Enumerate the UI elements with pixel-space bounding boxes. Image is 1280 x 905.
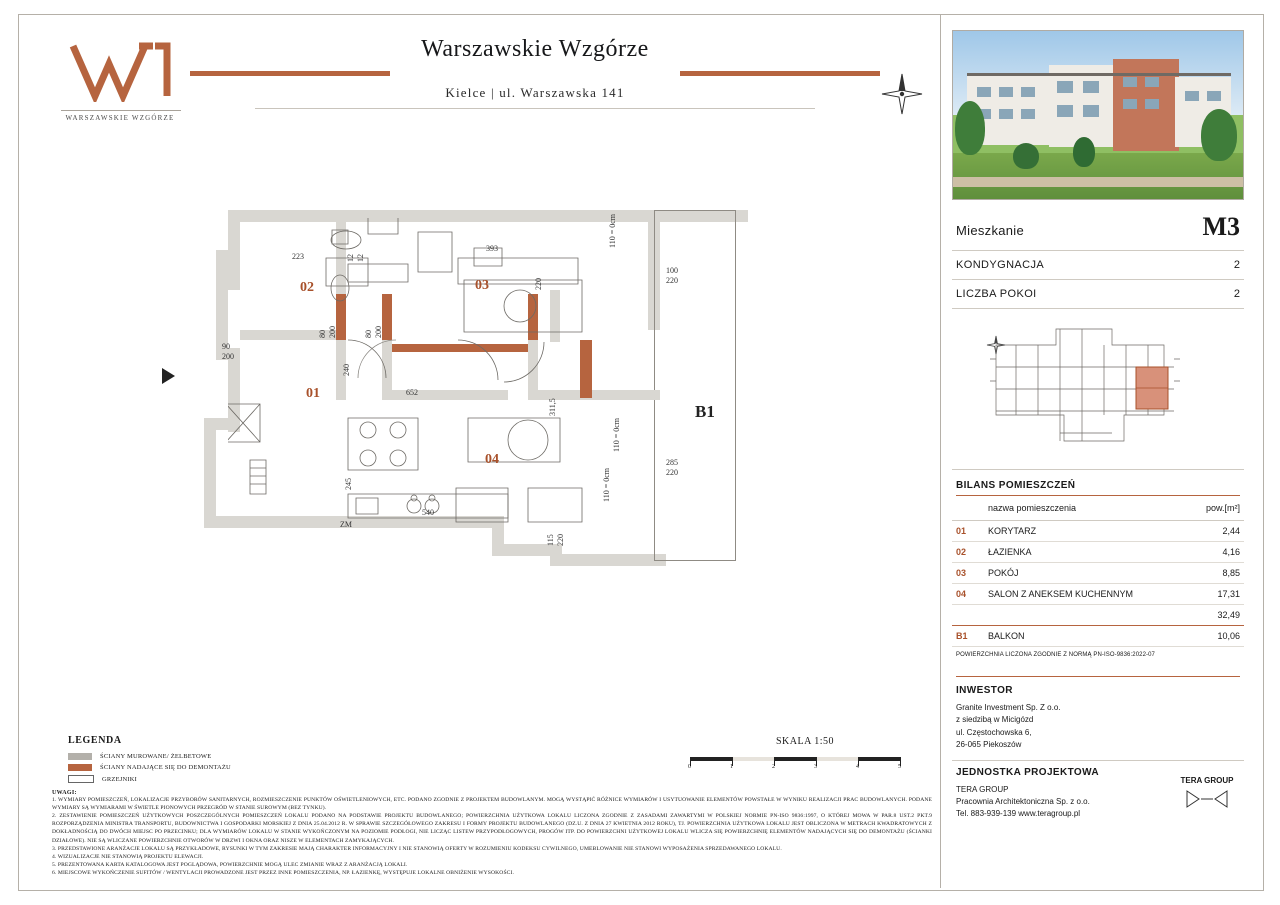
note-line: 2. ZESTAWIENIE POMIESZCZEŃ UŻYTKOWYCH POSZCZEGÓLNYCH POMIESZCZEŃ LOKALU PODANO NA PODSTAWIE PROJEKTU BUDOWLANEGO; POWIERZCHNIA UŻYTKOWA LOKALU LICZONA ZGODNIE Z ZASADAMI ZAWARTYMI W POLSKIEJ NORMIE PN-ISO 9836:1997, O KTÓREJ MOWA W PAR.8 UST.2 PKT.9 ROZPORZĄDZENIA MINISTRA TRANSPORTU, BUDOWNICTWA I GOSPODARKI MORSKIEJ Z DNIA 25.04.2012 R. W SPRAWIE SZCZEGÓŁOWEGO ZAKRESU I FORMY PROJEKTU BUDOWLANEGO (DZ.U. Z DNIA 27 KWIETNIA 2012 ROKU), TJ. POWIERZCHNIA UŻYTKOWA LOKALU JEST OBLICZONA W METRACH KWADRATOWYCH Z DOKŁADNOŚCIĄ DO DWÓCH MIEJSC PO PRZECINKU; DLA WYMIARÓW LOKALU W STANIE WYKOŃCZONYM NA POZIOMIE PODŁOGI, NIE LICZĄC LISTEW PRZYPODŁOGOWYCH, PROGÓW ITP. DO POWIERZCHNI UŻYTKOWEJ LOKALU WLICZA SIĘ POWIERZCHNIĘ ELEMENTÓW NADAJĄCYCH SIĘ DO DEMONTAŻU (ŚCIANKI DZIAŁOWE). NIE SĄ WLICZANE POWIERZCHNIE OTWORÓW W DRZWI I OKNA ORAZ NISZE W ELEMENTACH ZAMYKAJĄCYCH. xyxy=(52,813,932,844)
window xyxy=(1057,81,1073,93)
legend-item xyxy=(68,753,388,760)
entrance-arrow-icon xyxy=(162,368,175,384)
lawn xyxy=(953,153,1243,199)
investor-line: Granite Investment Sp. Z o.o. xyxy=(956,703,1061,712)
dimension: 220 xyxy=(666,276,678,285)
legend-swatch-masonry xyxy=(68,753,92,760)
balcony-label: B1 xyxy=(695,402,715,421)
legend-item xyxy=(68,775,388,783)
norm-note: POWIERZCHNIA LICZONA ZGODNIE Z NORMĄ PN-ISO-9836:2022-07 xyxy=(956,652,1155,658)
room-number-04: 04 xyxy=(485,452,499,467)
dimension: 90 xyxy=(222,342,230,351)
key-plan-icon xyxy=(986,315,1202,455)
dimension: 652 xyxy=(406,388,418,397)
legend-swatch-demolition xyxy=(68,764,92,771)
investor-line: z siedzibą w Micigózd xyxy=(956,715,1034,725)
scale-tick: 1 xyxy=(730,764,733,770)
designer-line: Pracownia Architektoniczna Sp. z o.o. xyxy=(956,796,1090,806)
dimension: 240 xyxy=(342,364,351,376)
room-name: SALON Z ANEKSEM KUCHENNYM xyxy=(984,584,1188,605)
room-id: 03 xyxy=(952,563,984,584)
room-area: 2,44 xyxy=(1188,521,1244,542)
row-liczba-pokoi xyxy=(952,280,1244,309)
room-id: B1 xyxy=(952,626,984,647)
designer-title: JEDNOSTKA PROJEKTOWA xyxy=(952,760,1244,782)
note-line: 1. WYMIARY POMIESZCZEŃ, LOKALIZACJE PRZYBORÓW SANITARNYCH, ROZMIESZCZENIE PUNKTÓW OŚWIETLENIOWYCH, ETC. PODANO ZGODNIE Z PROJEKTEM BUDOWLANYM. MOGĄ WYSTĄPIĆ RÓŻNICE WYMIARÓW I USYTUOWANIE ELEMENTÓW POWSTAŁE W WYNIKU REALIZACJI PRAC BUDOWLANYCH. PODANE WYMIARY SĄ WYMIARAMI W ŚWIETLE PIONOWYCH PRZEGRÓD W STANIE SUROWYM (BEZ TYNKU). xyxy=(52,797,932,812)
scale-label: SKALA 1:50 xyxy=(775,736,835,747)
window xyxy=(1057,105,1073,117)
row-key: KONDYGNACJA xyxy=(956,259,1045,271)
room-id: 04 xyxy=(952,584,984,605)
info-panel xyxy=(952,30,1244,825)
legend-label: GRZEJNIKI xyxy=(102,775,138,783)
legend-item xyxy=(68,764,388,771)
shrub xyxy=(1073,137,1095,167)
logo-caption: WARSZAWSKIE WZGÓRZE xyxy=(65,114,175,122)
dimension: 245 xyxy=(344,478,353,490)
apartment-label: Mieszkanie xyxy=(956,223,1025,238)
note-line: 3. PRZEDSTAWIONE ARANŻACJE LOKALU SĄ PRZYKŁADOWE, RYSUNKI W TYM ZAKRESIE MAJĄ CHARAKTER INFORMACYJNY I NIE STANOWIĄ OFERTY W ROZUMIENIU KODEKSU CYWILNEGO, UMEBLOWANIE NIE STANOWI WYPOSAŻENIA SPRZEDAWANEGO LOKALU. xyxy=(52,845,782,852)
dimension: 80 xyxy=(364,330,373,338)
note-line: 4. WIZUALIZACJE NIE STANOWIĄ PROJEKTU ELEWACJI. xyxy=(52,853,204,860)
room-name: BALKON xyxy=(984,626,1188,647)
row-value: 2 xyxy=(1233,259,1240,271)
table-row-balcony xyxy=(952,626,1244,647)
logo-w-icon xyxy=(69,42,173,102)
dimension: 200 xyxy=(374,326,383,338)
note-line: 5. PREZENTOWANA KARTA KATALOGOWA JEST POGLĄDOWA, POWIERZCHNIE MOGĄ ULEC ZMIANIE WRAZ Z ARANŻACJĄ LOKALI. xyxy=(52,861,408,868)
room-number-01: 01 xyxy=(306,386,320,401)
investor-details xyxy=(952,700,1244,760)
table-row xyxy=(952,563,1244,584)
legend-label: ŚCIANY MUROWANE/ ŻELBETOWE xyxy=(100,753,212,760)
dimension: 80 xyxy=(318,330,327,338)
legend-swatch-radiator xyxy=(68,775,94,783)
notes-heading: UWAGI: xyxy=(52,790,77,796)
logo-divider xyxy=(61,110,181,111)
dimension: 110 = 0cm xyxy=(612,418,621,452)
window xyxy=(1083,81,1099,93)
title-rule-right xyxy=(680,71,880,76)
dimension: 311,5 xyxy=(548,398,557,416)
walkway xyxy=(953,177,1243,187)
title-block xyxy=(190,36,880,109)
investor-line: 26-065 Piekoszów xyxy=(956,740,1022,750)
col-name: nazwa pomieszczenia xyxy=(984,496,1188,521)
dimension: 220 xyxy=(666,468,678,477)
panel-divider xyxy=(940,15,941,888)
investor-title: INWESTOR xyxy=(956,685,1013,696)
room-area: 10,06 xyxy=(1188,626,1244,647)
room-number-03: 03 xyxy=(475,278,489,293)
room-name: ŁAZIENKA xyxy=(984,542,1188,563)
window xyxy=(1145,99,1159,109)
table-row xyxy=(952,584,1244,605)
compass-icon xyxy=(986,335,1006,355)
floor-plan xyxy=(150,190,910,620)
window xyxy=(977,87,991,97)
table-row xyxy=(952,521,1244,542)
room-number-02: 02 xyxy=(300,280,314,295)
window xyxy=(1207,91,1221,101)
scale-bar xyxy=(690,757,920,771)
balcony-edge xyxy=(654,210,736,211)
legend-label: ŚCIANY NADAJĄCE SIĘ DO DEMONTAŻU xyxy=(100,764,231,771)
title-rule-left xyxy=(190,71,390,76)
scale-tick: 4 xyxy=(856,764,859,770)
legend xyxy=(68,735,388,787)
room-id: 01 xyxy=(952,521,984,542)
furniture-sketch xyxy=(228,218,668,566)
scale-block xyxy=(690,736,920,771)
row-kondygnacja xyxy=(952,251,1244,280)
apartment-id: M3 xyxy=(1202,212,1240,241)
window xyxy=(1021,109,1035,119)
window xyxy=(1145,77,1159,87)
dimension: 285 xyxy=(666,458,678,467)
dimension: 100 xyxy=(666,266,678,275)
dimension: 220 xyxy=(556,534,565,546)
table-header-row xyxy=(952,496,1244,521)
dimension: 200 xyxy=(328,326,337,338)
dimension: ZM xyxy=(340,520,352,529)
dimension: 115 xyxy=(546,534,555,546)
scale-tick: 5 xyxy=(898,764,901,770)
dimension: 540 xyxy=(422,508,434,517)
roof-line xyxy=(967,73,1231,76)
dimension: 393 xyxy=(486,244,498,253)
key-plan xyxy=(952,309,1244,470)
tera-group-logo-icon xyxy=(1185,788,1229,810)
designer-line: Tel. 883-939-139 www.teragroup.pl xyxy=(956,809,1081,819)
room-area: 4,16 xyxy=(1188,542,1244,563)
wall xyxy=(204,418,216,528)
col-area: pow.[m²] xyxy=(1188,496,1244,521)
page-subtitle: Kielce | ul. Warszawska 141 xyxy=(445,85,625,100)
room-name: KORYTARZ xyxy=(984,521,1188,542)
tree xyxy=(1201,109,1237,161)
dimension: 110 = 0cm xyxy=(602,468,611,502)
room-area: 8,85 xyxy=(1188,563,1244,584)
window xyxy=(1021,87,1035,97)
notes-block xyxy=(52,790,932,877)
dimension: 220 xyxy=(534,278,543,290)
window xyxy=(1185,91,1199,101)
designer-line: TERA GROUP xyxy=(956,784,1009,794)
dimension: 223 xyxy=(292,252,304,261)
tree xyxy=(955,101,985,155)
dimension: 12 xyxy=(346,254,355,262)
legend-title: LEGENDA xyxy=(68,735,122,746)
shrub xyxy=(1013,143,1039,169)
bilans-title: BILANS POMIESZCZEŃ xyxy=(956,480,1076,491)
note-line: 6. MIEJSCOWE WYKOŃCZENIE SUFITÓW / WENTYLACJI PROWADZONE JEST PRZEZ INNE POMIESZCZENIA, NP. ŁAZIENKĘ, WYSTĘPUJE LOKALNE OBNIŻENIE WYSOKOŚCI. xyxy=(52,869,514,876)
scale-tick: 3 xyxy=(814,764,817,770)
compass-rose-icon xyxy=(880,72,924,116)
table-sum-row xyxy=(952,605,1244,626)
window xyxy=(999,109,1013,119)
balcony-edge xyxy=(735,210,736,560)
tera-group-logo xyxy=(1176,777,1238,815)
title-rules xyxy=(190,69,880,81)
title-underline xyxy=(255,108,815,109)
table-row xyxy=(952,542,1244,563)
scale-tick: 2 xyxy=(772,764,775,770)
dimension: 12 xyxy=(356,254,365,262)
dimension: 200 xyxy=(222,352,234,361)
scale-tick: 0 xyxy=(688,764,691,770)
area-sum: 32,49 xyxy=(1188,605,1244,626)
window xyxy=(1083,105,1099,117)
row-key: LICZBA POKOI xyxy=(956,288,1037,300)
window xyxy=(999,87,1013,97)
investor-line: ul. Częstochowska 6, xyxy=(956,727,1032,737)
designer-details xyxy=(952,775,1244,825)
row-value: 2 xyxy=(1233,288,1240,300)
bilans-table xyxy=(952,496,1244,647)
page-title: Warszawskie Wzgórze xyxy=(421,36,649,62)
window xyxy=(1123,77,1137,87)
tera-group-name: TERA GROUP xyxy=(1180,775,1234,785)
room-name: POKÓJ xyxy=(984,563,1188,584)
building-visualization xyxy=(952,30,1244,200)
room-id: 02 xyxy=(952,542,984,563)
room-area: 17,31 xyxy=(1188,584,1244,605)
apartment-header xyxy=(952,200,1244,251)
dimension: 110 = 0cm xyxy=(608,214,617,248)
logo xyxy=(55,40,185,150)
window xyxy=(1123,99,1137,109)
